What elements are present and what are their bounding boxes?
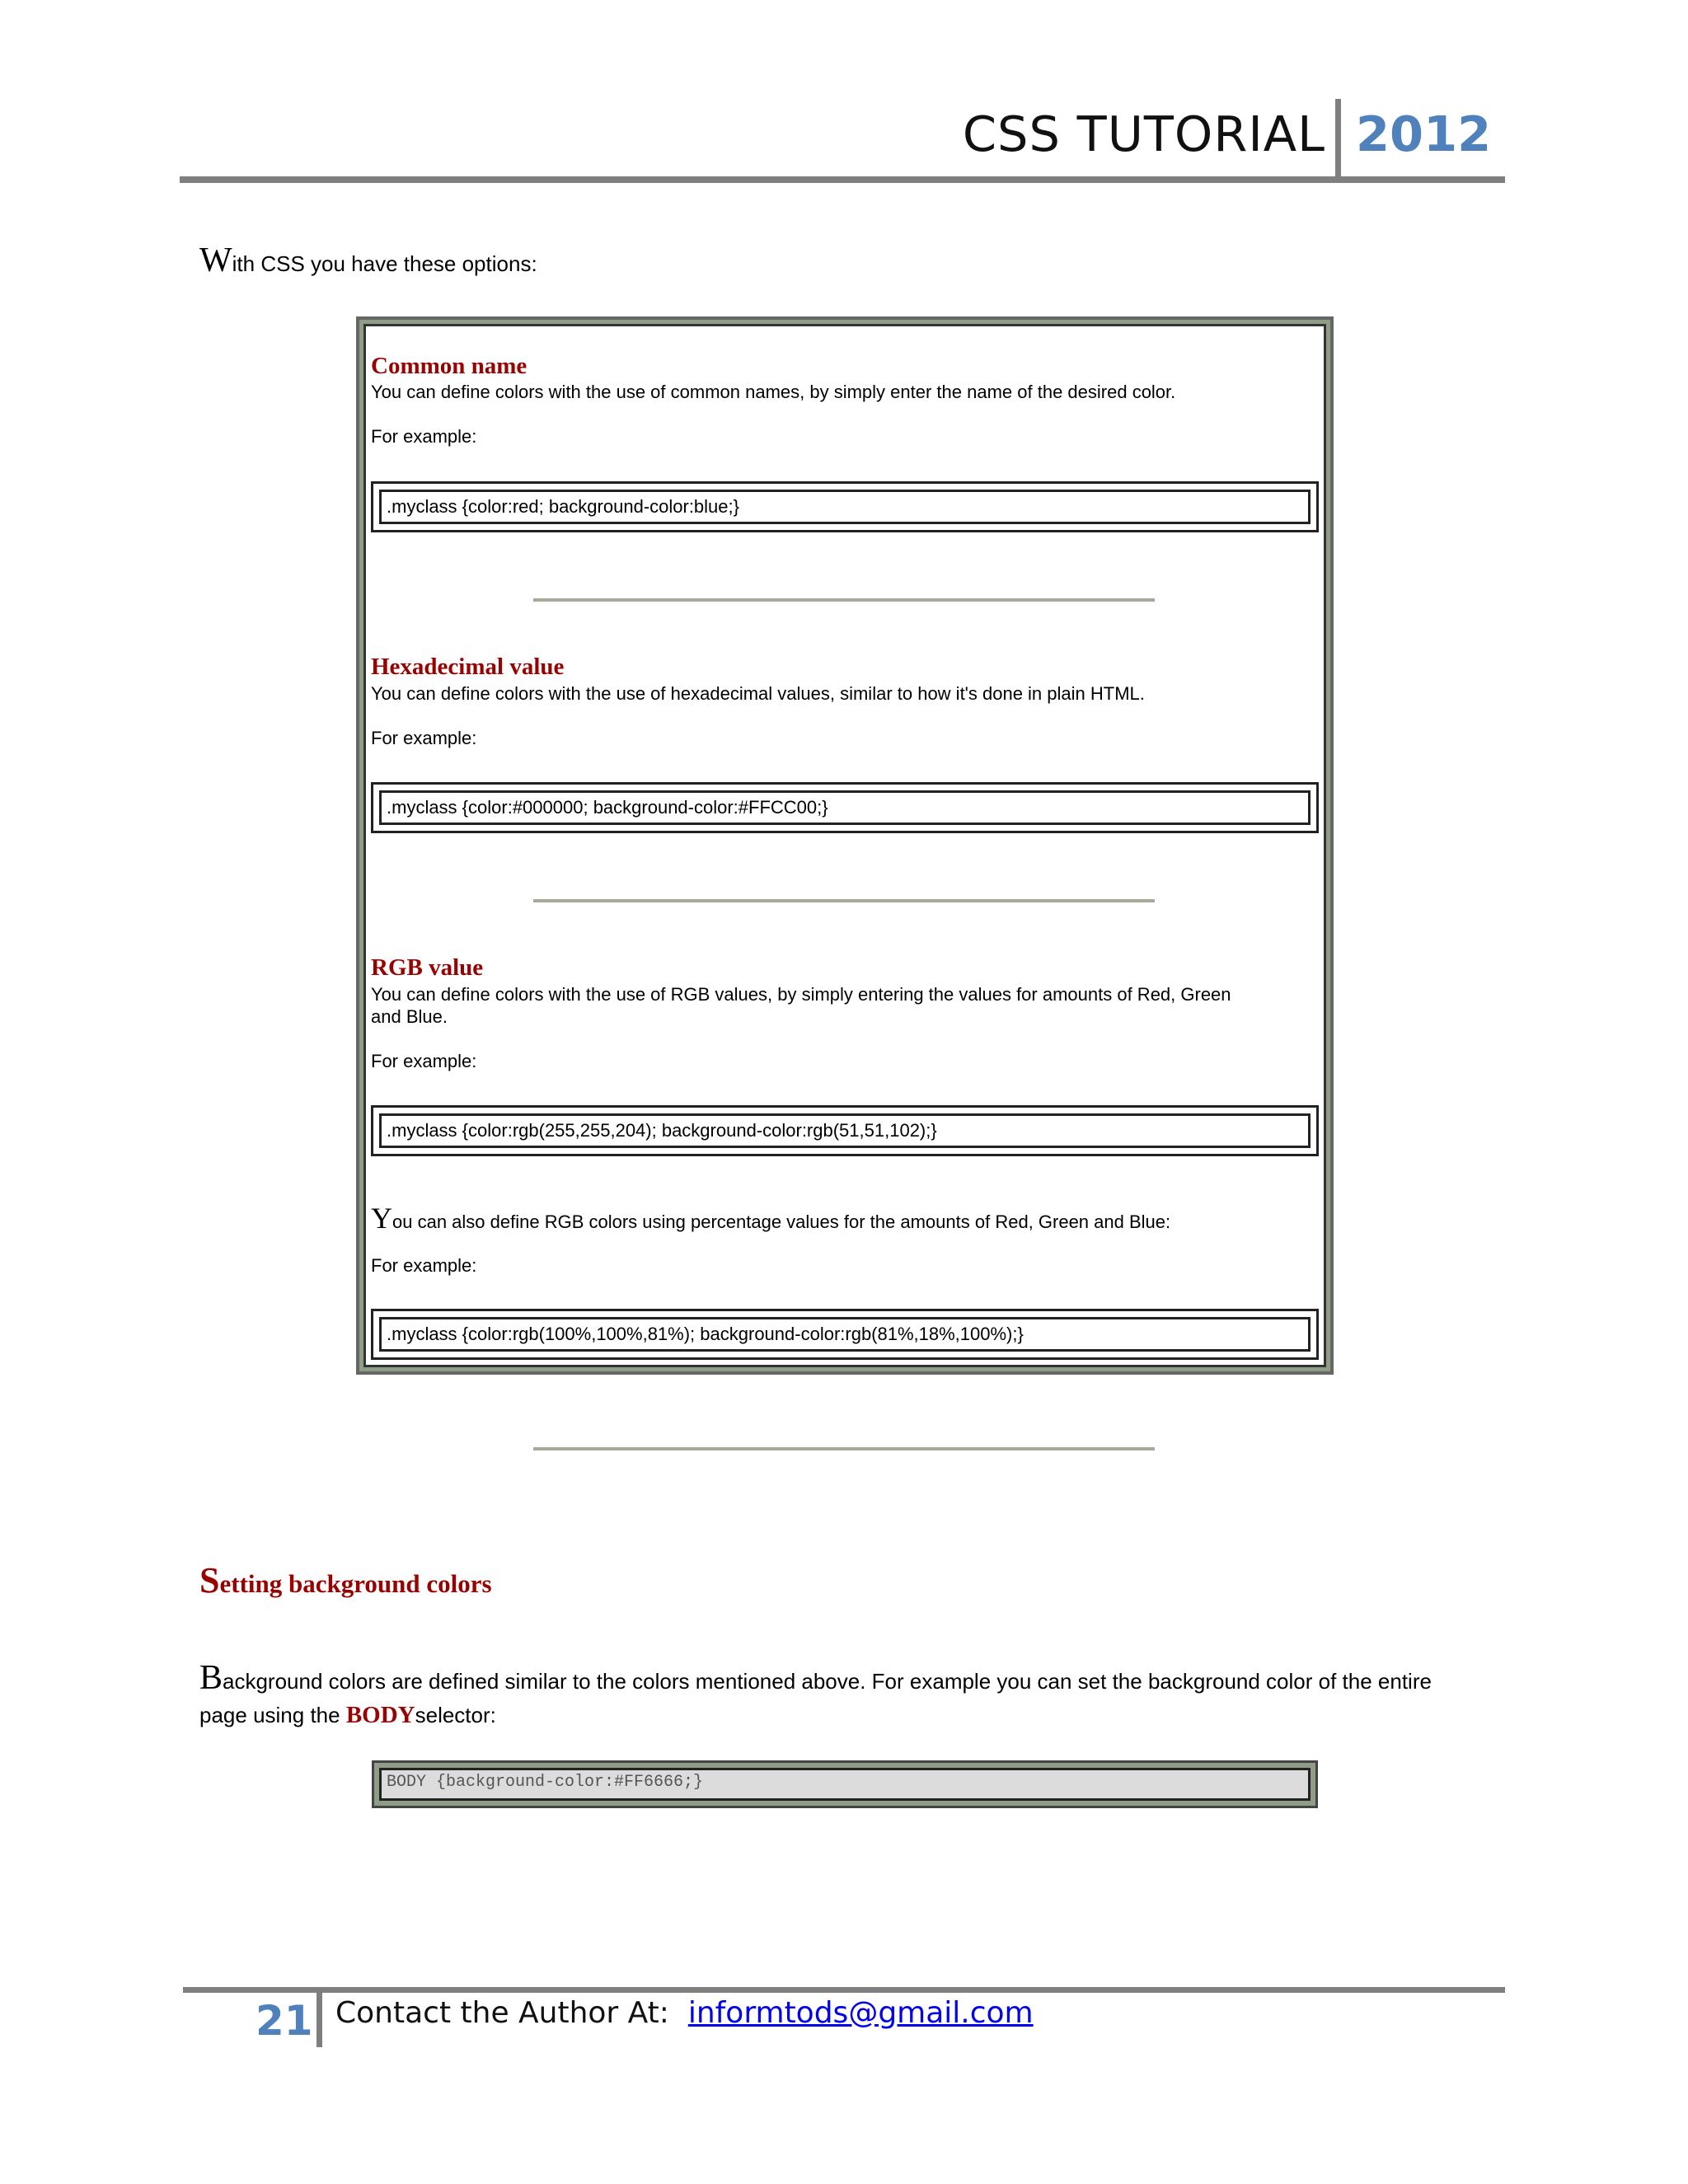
bg-para-line1-text: ackground colors are defined similar to the colors mentioned above. For example you can set the background color of the entire bbox=[223, 1669, 1432, 1694]
percent-example-label: For example: bbox=[371, 1255, 477, 1276]
hex-value-code: .myclass {color:#000000; background-color:#FFCC00;} bbox=[379, 790, 1311, 825]
percent-code-box bbox=[371, 1309, 1319, 1360]
bg-para-line2 bbox=[199, 1699, 496, 1732]
email-link[interactable]: informtods@gmail.com bbox=[687, 1996, 1034, 2030]
hex-value-code-box bbox=[371, 782, 1319, 833]
separator-rule bbox=[533, 1447, 1155, 1451]
rgb-value-code: .myclass {color:rgb(255,255,204); background-color:rgb(51,51,102);} bbox=[379, 1113, 1311, 1148]
hex-value-title: Hexadecimal value bbox=[371, 654, 565, 680]
body-selector: BODY bbox=[345, 1702, 415, 1728]
rgb-value-desc-line1: You can define colors with the use of RGB values, by simply entering the values for amounts of Red, Green bbox=[371, 984, 1231, 1005]
footer-rule bbox=[183, 1987, 1505, 1993]
percent-text: ou can also define RGB colors using percentage values for the amounts of Red, Green and Blue: bbox=[392, 1212, 1171, 1232]
common-name-code: .myclass {color:red; background-color:blue;} bbox=[379, 490, 1311, 524]
footer-contact bbox=[335, 1996, 1034, 2030]
intro-dropcap: W bbox=[199, 241, 232, 279]
body-code: BODY {background-color:#FF6666;} bbox=[379, 1768, 1311, 1801]
intro-paragraph bbox=[199, 241, 537, 280]
page-number: 21 bbox=[256, 1997, 313, 2045]
bg-para-line2-end: selector: bbox=[415, 1703, 496, 1727]
body-code-box bbox=[372, 1760, 1318, 1808]
rgb-value-example-label: For example: bbox=[371, 1051, 477, 1071]
common-name-code-box bbox=[371, 481, 1319, 532]
contact-label: Contact the Author At: bbox=[335, 1996, 669, 2030]
header-rule bbox=[180, 176, 1505, 183]
common-name-title: Common name bbox=[371, 353, 528, 379]
rgb-value-desc-line2: and Blue. bbox=[371, 1006, 448, 1027]
header-divider bbox=[1335, 99, 1341, 180]
header-title: CSS TUTORIAL bbox=[962, 105, 1325, 162]
hex-value-desc: You can define colors with the use of hexadecimal values, similar to how it's done in plain HTML. bbox=[371, 683, 1145, 704]
percent-paragraph bbox=[371, 1202, 1170, 1239]
bg-para-line1 bbox=[199, 1661, 1432, 1698]
common-name-desc: You can define colors with the use of common names, by simply enter the name of the desired color. bbox=[371, 382, 1176, 402]
bg-para-dropcap: B bbox=[199, 1659, 223, 1697]
bg-title-rest: etting background colors bbox=[219, 1569, 492, 1598]
header-year: 2012 bbox=[1356, 105, 1492, 162]
rgb-value-title: RGB value bbox=[371, 954, 484, 981]
common-name-example-label: For example: bbox=[371, 426, 477, 447]
percent-dropcap: Y bbox=[371, 1202, 392, 1235]
bg-para-line2-start: page using the bbox=[199, 1703, 346, 1727]
separator-rule bbox=[533, 899, 1155, 902]
bg-title-cap: S bbox=[199, 1560, 220, 1601]
bg-section-title bbox=[199, 1559, 492, 1601]
footer-divider bbox=[316, 1991, 322, 2047]
separator-rule bbox=[533, 598, 1155, 602]
intro-text: ith CSS you have these options: bbox=[232, 251, 537, 276]
hex-value-example-label: For example: bbox=[371, 728, 477, 748]
rgb-value-code-box bbox=[371, 1105, 1319, 1156]
percent-code: .myclass {color:rgb(100%,100%,81%); background-color:rgb(81%,18%,100%);} bbox=[379, 1317, 1311, 1352]
